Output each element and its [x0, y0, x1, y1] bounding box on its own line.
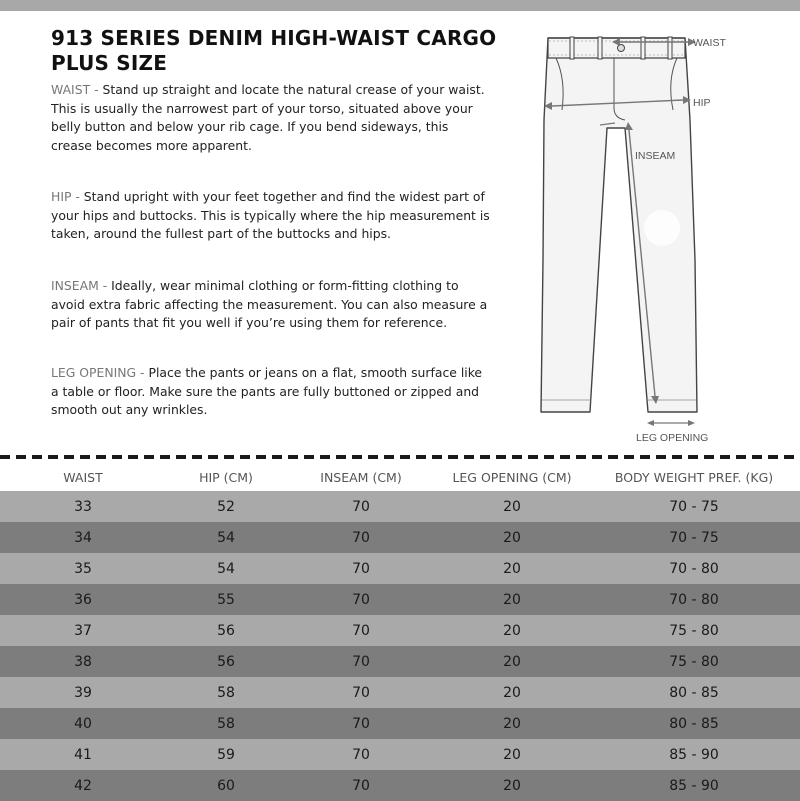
- hip-cell: 56: [217, 622, 235, 639]
- leg-opening-cell: 20: [503, 529, 521, 546]
- waist-cell: 42: [74, 777, 92, 794]
- divider-line: [0, 451, 800, 465]
- hip-instructions-text: Stand upright with your feet together and find the widest part of your hips and buttocks. This is typically where the hip measurement is taken, around the fullest part of the buttocks and hips.: [51, 189, 490, 241]
- hip-cell: 54: [217, 529, 235, 546]
- hip-cell: 55: [217, 591, 235, 608]
- pants-illustration: [520, 20, 800, 450]
- body-weight-cell: 85 - 90: [669, 777, 719, 794]
- hip-cell: 54: [217, 560, 235, 577]
- top-bar: [0, 0, 800, 11]
- waist-cell: 39: [74, 684, 92, 701]
- hip-cell: 56: [217, 653, 235, 670]
- inseam-cell: 70: [352, 560, 370, 577]
- table-row: [0, 584, 800, 615]
- title-line-2: PLUS SIZE: [51, 51, 168, 75]
- body-weight-cell: 80 - 85: [669, 715, 719, 732]
- inseam-cell: 70: [352, 746, 370, 763]
- table-row: [0, 646, 800, 677]
- inseam-cell: 70: [352, 498, 370, 515]
- body-weight-cell: 70 - 80: [669, 591, 719, 608]
- waist-cell: 37: [74, 622, 92, 639]
- knee-highlight: [644, 210, 680, 246]
- column-header-inseam: INSEAM (CM): [320, 470, 402, 485]
- waist-cell: 36: [74, 591, 92, 608]
- hip-instructions: [51, 188, 491, 244]
- hip-cell: 52: [217, 498, 235, 515]
- inseam-cell: 70: [352, 653, 370, 670]
- table-row: [0, 739, 800, 770]
- button: [618, 45, 625, 52]
- body-weight-cell: 70 - 80: [669, 560, 719, 577]
- leg-opening-instructions-label: LEG OPENING -: [51, 365, 145, 380]
- leg-opening-cell: 20: [503, 591, 521, 608]
- belt-loop: [598, 37, 602, 59]
- body-weight-cell: 70 - 75: [669, 529, 719, 546]
- table-row: [0, 770, 800, 801]
- belt-loop: [668, 37, 672, 59]
- body-weight-cell: 75 - 80: [669, 653, 719, 670]
- leg-opening-arrow-head-left: [647, 420, 654, 426]
- body-weight-cell: 70 - 75: [669, 498, 719, 515]
- leg-opening-cell: 20: [503, 715, 521, 732]
- inseam-cell: 70: [352, 529, 370, 546]
- hip-cell: 58: [217, 715, 235, 732]
- leg-opening-instructions: [51, 364, 491, 420]
- body-weight-cell: 80 - 85: [669, 684, 719, 701]
- pants-measurement-diagram: [520, 20, 800, 450]
- inseam-cell: 70: [352, 715, 370, 732]
- size-table: [0, 491, 800, 801]
- table-row: [0, 677, 800, 708]
- leg-opening-cell: 20: [503, 746, 521, 763]
- hip-label: HIP: [693, 97, 711, 109]
- hip-cell: 58: [217, 684, 235, 701]
- table-row: [0, 553, 800, 584]
- waist-cell: 33: [74, 498, 92, 515]
- body-weight-cell: 85 - 90: [669, 746, 719, 763]
- inseam-cell: 70: [352, 591, 370, 608]
- title-line-1: 913 SERIES DENIM HIGH-WAIST CARGO: [51, 26, 497, 50]
- belt-loop: [570, 37, 574, 59]
- inseam-label: INSEAM: [635, 150, 676, 162]
- inseam-instructions-label: INSEAM -: [51, 278, 108, 293]
- waist-instructions-text: Stand up straight and locate the natural crease of your waist. This is usually the narrowest part of your torso, situated above your belly button and below your rib cage. If you bend sideways, this crease becomes more apparent.: [51, 82, 485, 153]
- table-row: [0, 615, 800, 646]
- waist-cell: 38: [74, 653, 92, 670]
- hip-instructions-label: HIP -: [51, 189, 80, 204]
- leg-opening-instructions-text: Place the pants or jeans on a flat, smooth surface like a table or floor. Make sure the pants are fully buttoned or zipped and smooth out any wrinkles.: [51, 365, 483, 417]
- hip-cell: 59: [217, 746, 235, 763]
- hip-cell: 60: [217, 777, 235, 794]
- leg-opening-cell: 20: [503, 777, 521, 794]
- inseam-instructions-text: Ideally, wear minimal clothing or form-fitting clothing to avoid extra fabric affecting the measurement. You can also measure a pair of pants that fit you well if you’re using them for reference.: [51, 278, 488, 330]
- leg-opening-label: LEG OPENING: [636, 432, 709, 444]
- body-weight-cell: 75 - 80: [669, 622, 719, 639]
- leg-opening-cell: 20: [503, 560, 521, 577]
- column-header-waist: WAIST: [63, 470, 103, 485]
- waist-cell: 41: [74, 746, 92, 763]
- leg-opening-cell: 20: [503, 684, 521, 701]
- waist-instructions: [51, 81, 491, 155]
- leg-opening-cell: 20: [503, 622, 521, 639]
- leg-opening-cell: 20: [503, 498, 521, 515]
- table-row: [0, 491, 800, 522]
- inseam-cell: 70: [352, 622, 370, 639]
- waist-cell: 34: [74, 529, 92, 546]
- column-header-hip: HIP (CM): [199, 470, 253, 485]
- inseam-cell: 70: [352, 777, 370, 794]
- waist-label: WAIST: [693, 37, 726, 49]
- column-header-body-weight: BODY WEIGHT PREF. (KG): [614, 470, 774, 485]
- table-header: [0, 465, 800, 491]
- waist-cell: 35: [74, 560, 92, 577]
- table-row: [0, 708, 800, 739]
- inseam-cell: 70: [352, 684, 370, 701]
- leg-opening-cell: 20: [503, 653, 521, 670]
- belt-loop: [641, 37, 645, 59]
- column-header-leg-opening: LEG OPENING (CM): [452, 470, 572, 485]
- inseam-instructions: [51, 277, 491, 333]
- page-title: [51, 26, 521, 76]
- table-row: [0, 522, 800, 553]
- leg-opening-arrow-head-right: [688, 420, 695, 426]
- waist-cell: 40: [74, 715, 92, 732]
- waist-instructions-label: WAIST -: [51, 82, 99, 97]
